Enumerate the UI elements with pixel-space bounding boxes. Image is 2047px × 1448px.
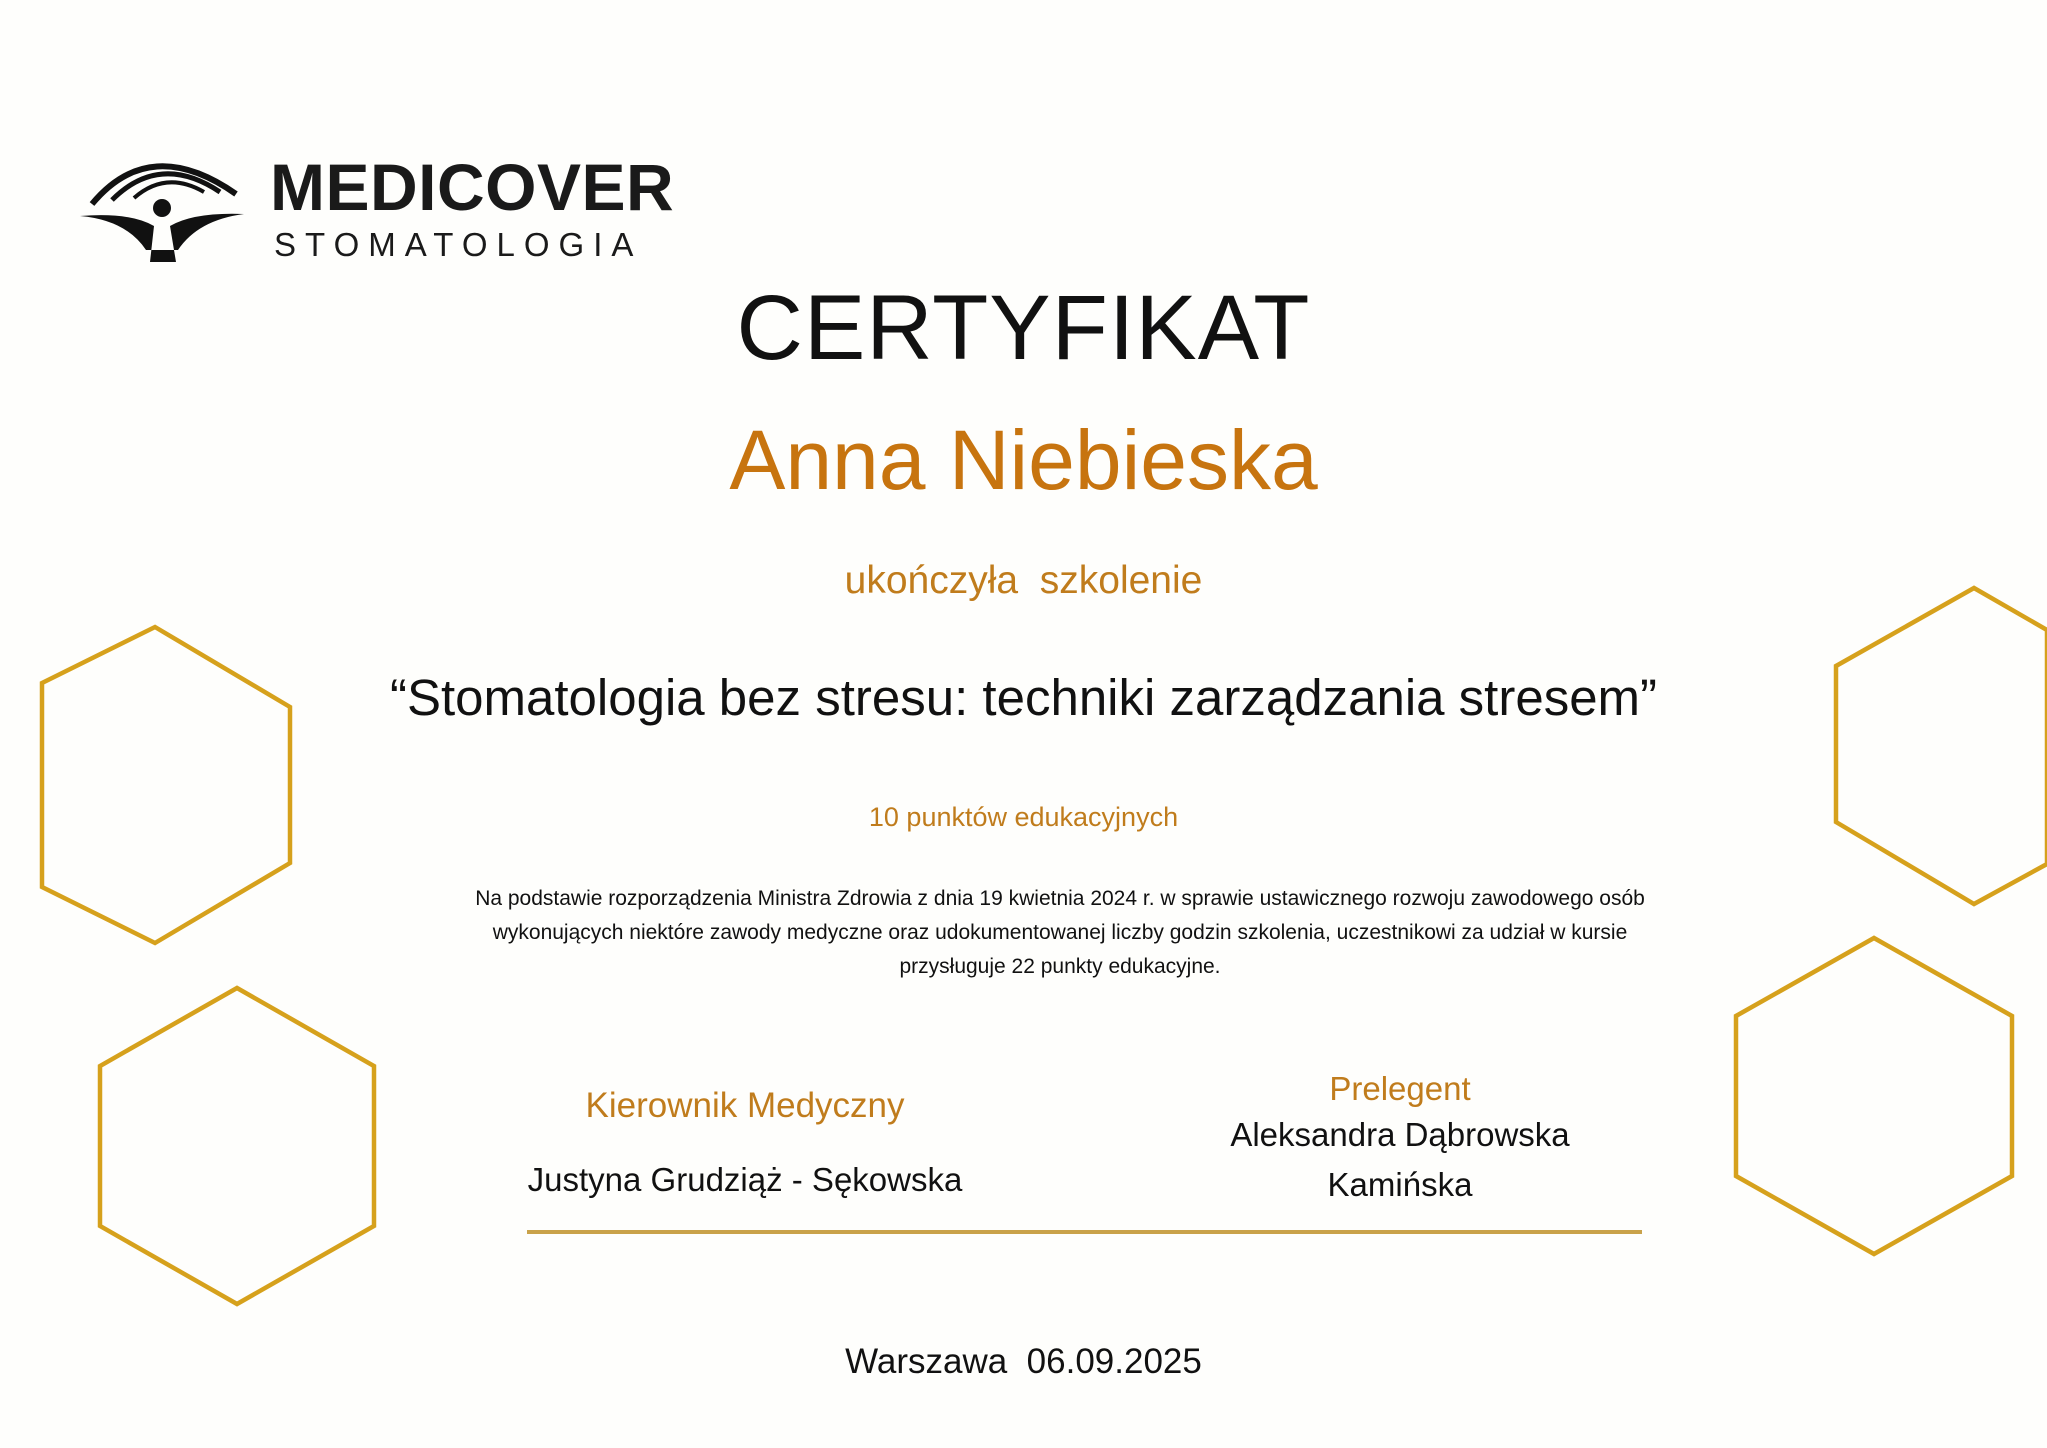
medical-director-label: Kierownik Medyczny xyxy=(585,1086,905,1125)
speaker-name: Aleksandra Dąbrowska Kamińska xyxy=(1230,1116,1570,1203)
speaker-label: Prelegent xyxy=(1329,1070,1471,1107)
hexagon-decoration-left-bottom xyxy=(96,986,378,1306)
hexagon-decoration-right-bottom xyxy=(1732,936,2016,1256)
education-points: 10 punktów edukacyjnych xyxy=(868,802,1179,832)
place-and-date: Warszawa 06.09.2025 xyxy=(845,1342,1202,1381)
medicover-logo xyxy=(80,140,675,270)
course-title: “Stomatologia bez stresu: techniki zarządzania stresem” xyxy=(389,669,1658,726)
completion-text: ukończyła szkolenie xyxy=(844,559,1203,602)
legal-basis-text: Na podstawie rozporządzenia Ministra Zdrowia z dnia 19 kwietnia 2024 r. w sprawie ustawicznego rozwoju zawodowego osób wykonujących niektóre zawody medyczne oraz udokumentowanej liczby godzin szkolenia, uczestnikowi za udział w kursie przysługuje 22 punkty edukacyjne. xyxy=(475,887,1645,978)
certificate-title: CERTYFIKAT xyxy=(736,277,1311,379)
logo-division-text: STOMATOLOGIA xyxy=(274,226,643,263)
signature-divider xyxy=(527,1230,1642,1234)
hexagon-decoration-right-top xyxy=(1832,586,2047,906)
logo-brand-text: MEDICOVER xyxy=(270,150,675,224)
medical-director-name: Justyna Grudziąż - Sękowska xyxy=(527,1161,963,1198)
medicover-logo-mark xyxy=(80,146,244,264)
recipient-name: Anna Niebieska xyxy=(729,413,1318,507)
